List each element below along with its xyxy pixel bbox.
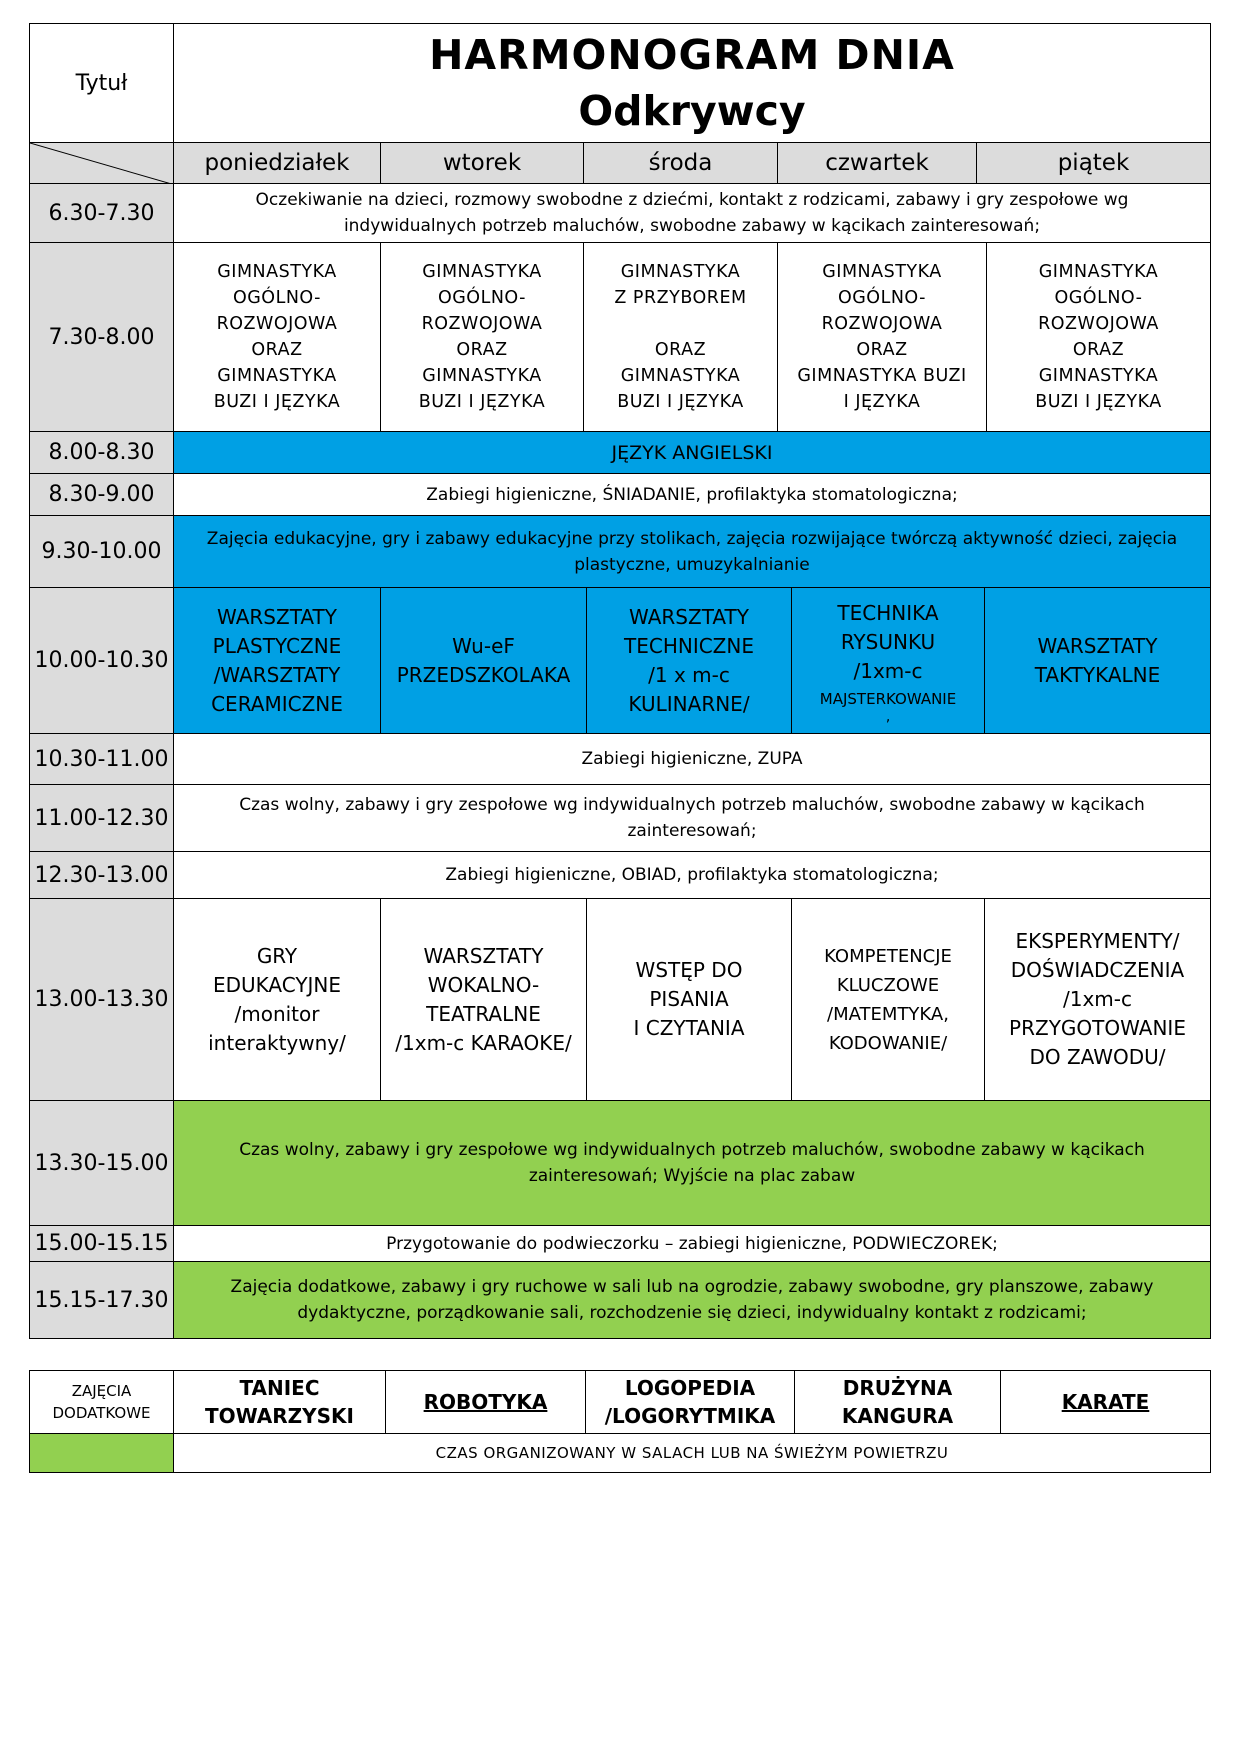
workshop-thursday-mark: ‚ <box>885 709 891 725</box>
workshop-monday: WARSZTATY PLASTYCZNE /WARSZTATY CERAMICZNE <box>173 587 381 734</box>
activity-education: Zajęcia edukacyjne, gry i zabawy edukacyjne przy stolikach, zajęcia rozwijające twórczą aktywność dzieci, zajęcia plastyczne, umuzykalnianie <box>173 515 1211 588</box>
day-thursday: czwartek <box>777 142 977 184</box>
corner-cell <box>29 142 174 184</box>
extra-kangaroo-team: DRUŻYNA KANGURA <box>794 1370 1001 1434</box>
extra-robotics: ROBOTYKA <box>385 1370 586 1434</box>
time-slot: 15.00-15.15 <box>29 1225 174 1262</box>
group-name: Odkrywcy <box>578 87 806 135</box>
extra-label: ZAJĘCIA DODATKOWE <box>29 1370 174 1434</box>
workshop-thursday-extra: MAJSTERKOWANIE <box>819 690 957 708</box>
activity-snack: Przygotowanie do podwieczorku – zabiegi higieniczne, PODWIECZOREK; <box>173 1225 1211 1262</box>
extra-color-swatch <box>29 1433 174 1473</box>
activity-afternoon: Zajęcia dodatkowe, zabawy i gry ruchowe w sali lub na ogrodzie, zabawy swobodne, gry planszowe, zabawy dydaktyczne, porządkowanie sali, rozchodzenie się dzieci, indywidualny kontakt z rodzicami; <box>173 1261 1211 1339</box>
diagonal-line <box>30 143 174 184</box>
time-slot: 8.30-9.00 <box>29 473 174 516</box>
activity-gymnastics-thursday: GIMNASTYKA OGÓLNO- ROZWOJOWA ORAZ GIMNASTYKA BUZI I JĘZYKA <box>777 242 987 432</box>
title-label: Tytuł <box>29 23 174 143</box>
activity-gymnastics-friday: GIMNASTYKA OGÓLNO- ROZWOJOWA ORAZ GIMNASTYKA BUZI I JĘZYKA <box>986 242 1211 432</box>
activity-lunch: Zabiegi higieniczne, OBIAD, profilaktyka stomatologiczna; <box>173 851 1211 899</box>
time-slot: 11.00-12.30 <box>29 784 174 852</box>
time-slot: 7.30-8.00 <box>29 242 174 432</box>
workshop-friday: WARSZTATY TAKTYKALNE <box>984 587 1211 734</box>
afternoon-tuesday: WARSZTATY WOKALNO- TEATRALNE /1xm-c KARAOKE/ <box>380 898 587 1101</box>
activity-gymnastics-monday: GIMNASTYKA OGÓLNO- ROZWOJOWA ORAZ GIMNASTYKA BUZI I JĘZYKA <box>173 242 381 432</box>
time-slot: 13.30-15.00 <box>29 1100 174 1226</box>
time-slot: 15.15-17.30 <box>29 1261 174 1339</box>
workshop-thursday-title: TECHNIKA RYSUNKU /1xm-c <box>837 601 939 683</box>
activity-morning-arrival: Oczekiwanie na dzieci, rozmowy swobodne z dziećmi, kontakt z rodzicami, zabawy i gry zespołowe wg indywidualnych potrzeb maluchów, swobodne zabawy w kącikach zainteresowań; <box>173 183 1211 243</box>
activity-soup: Zabiegi higieniczne, ZUPA <box>173 733 1211 785</box>
day-tuesday: wtorek <box>380 142 584 184</box>
time-slot: 9.30-10.00 <box>29 515 174 588</box>
day-wednesday: środa <box>583 142 778 184</box>
extra-karate: KARATE <box>1000 1370 1211 1434</box>
activity-gymnastics-wednesday: GIMNASTYKA Z PRZYBOREM ORAZ GIMNASTYKA BUZI I JĘZYKA <box>583 242 778 432</box>
day-monday: poniedziałek <box>173 142 381 184</box>
afternoon-friday: EKSPERYMENTY/ DOŚWIADCZENIA /1xm-c PRZYGOTOWANIE DO ZAWODU/ <box>984 898 1211 1101</box>
afternoon-thursday: KOMPETENCJE KLUCZOWE /MATEMTYKA, KODOWANIE/ <box>791 898 985 1101</box>
time-slot: 12.30-13.00 <box>29 851 174 899</box>
extra-ballroom-dance: TANIEC TOWARZYSKI <box>173 1370 386 1434</box>
afternoon-monday: GRY EDUKACYJNE /monitor interaktywny/ <box>173 898 381 1101</box>
workshop-thursday <box>791 587 985 734</box>
afternoon-wednesday: WSTĘP DO PISANIA I CZYTANIA <box>586 898 792 1101</box>
activity-free-time: Czas wolny, zabawy i gry zespołowe wg indywidualnych potrzeb maluchów, swobodne zabawy w kącikach zainteresowań; <box>173 784 1211 852</box>
time-slot: 13.00-13.30 <box>29 898 174 1101</box>
day-friday: piątek <box>976 142 1211 184</box>
extra-note: CZAS ORGANIZOWANY W SALACH LUB NA ŚWIEŻYM POWIETRZU <box>173 1433 1211 1473</box>
workshop-wednesday: WARSZTATY TECHNICZNE /1 x m-c KULINARNE/ <box>586 587 792 734</box>
extra-speech-therapy: LOGOPEDIA /LOGORYTMIKA <box>585 1370 795 1434</box>
time-slot: 10.00-10.30 <box>29 587 174 734</box>
time-slot: 8.00-8.30 <box>29 431 174 474</box>
workshop-tuesday: Wu-eF PRZEDSZKOLAKA <box>380 587 587 734</box>
activity-english: JĘZYK ANGIELSKI <box>173 431 1211 474</box>
activity-gymnastics-tuesday: GIMNASTYKA OGÓLNO- ROZWOJOWA ORAZ GIMNASTYKA BUZI I JĘZYKA <box>380 242 584 432</box>
title-block <box>173 23 1211 143</box>
activity-breakfast: Zabiegi higieniczne, ŚNIADANIE, profilaktyka stomatologiczna; <box>173 473 1211 516</box>
page-title: HARMONOGRAM DNIA <box>429 31 955 79</box>
time-slot: 6.30-7.30 <box>29 183 174 243</box>
activity-playground: Czas wolny, zabawy i gry zespołowe wg indywidualnych potrzeb maluchów, swobodne zabawy w kącikach zainteresowań; Wyjście na plac zabaw <box>173 1100 1211 1226</box>
time-slot: 10.30-11.00 <box>29 733 174 785</box>
